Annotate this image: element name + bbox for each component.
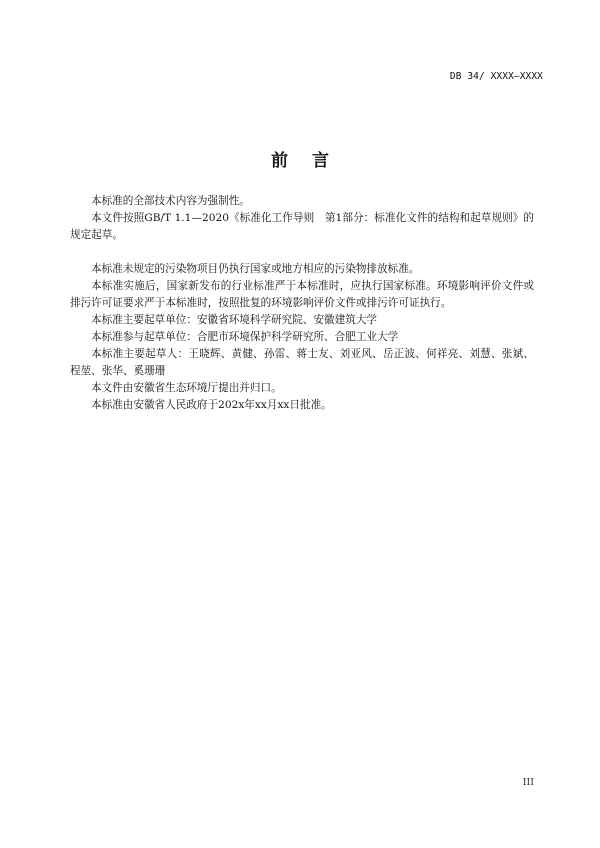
paragraph-participating-units: 本标准参与起草单位：合肥市环境保护科学研究所、合肥工业大学	[91, 331, 399, 343]
paragraph-mandatory: 本标准的全部技术内容为强制性。	[91, 195, 250, 207]
paragraph-drafting-rules: 本文件按照GB/T 1.1—2020《标准化工作导则 第1部分：标准化文件的结构和起草规则》的规定起草。	[70, 212, 534, 241]
paragraph-unspecified-pollutants: 本标准未规定的污染物项目仍执行国家或地方相应的污染物排放标准。	[91, 263, 420, 275]
paragraph-main-drafting-units: 本标准主要起草单位：安徽省环境科学研究院、安徽建筑大学	[91, 314, 378, 326]
foreword-body	[70, 193, 534, 414]
paragraph-gap	[70, 244, 534, 261]
page-number: III	[522, 777, 534, 788]
document-code: DB 34/ XXXX—XXXX	[449, 71, 543, 82]
paragraph-approval: 本标准由安徽省人民政府于202x年xx月xx日批准。	[91, 399, 332, 411]
paragraph-main-drafters: 本标准主要起草人：王晓辉、黄健、孙雷、蒋士友、刘亚风、岳正波、何祥亮、刘慧、张斌、程堃、张华、奚珊珊	[70, 348, 534, 377]
title-char-1: 前	[271, 151, 288, 171]
title-char-2: 言	[312, 151, 329, 171]
paragraph-implementation: 本标准实施后，国家新发布的行业标准严于本标准时，应执行国家标准。环境影响评价文件或排污许可证要求严于本标准时，按照批复的环境影响评价文件或排污许可证执行。	[70, 280, 534, 309]
paragraph-proposed-by: 本文件由安徽省生态环境厅提出并归口。	[91, 382, 282, 394]
page-title	[0, 146, 600, 171]
